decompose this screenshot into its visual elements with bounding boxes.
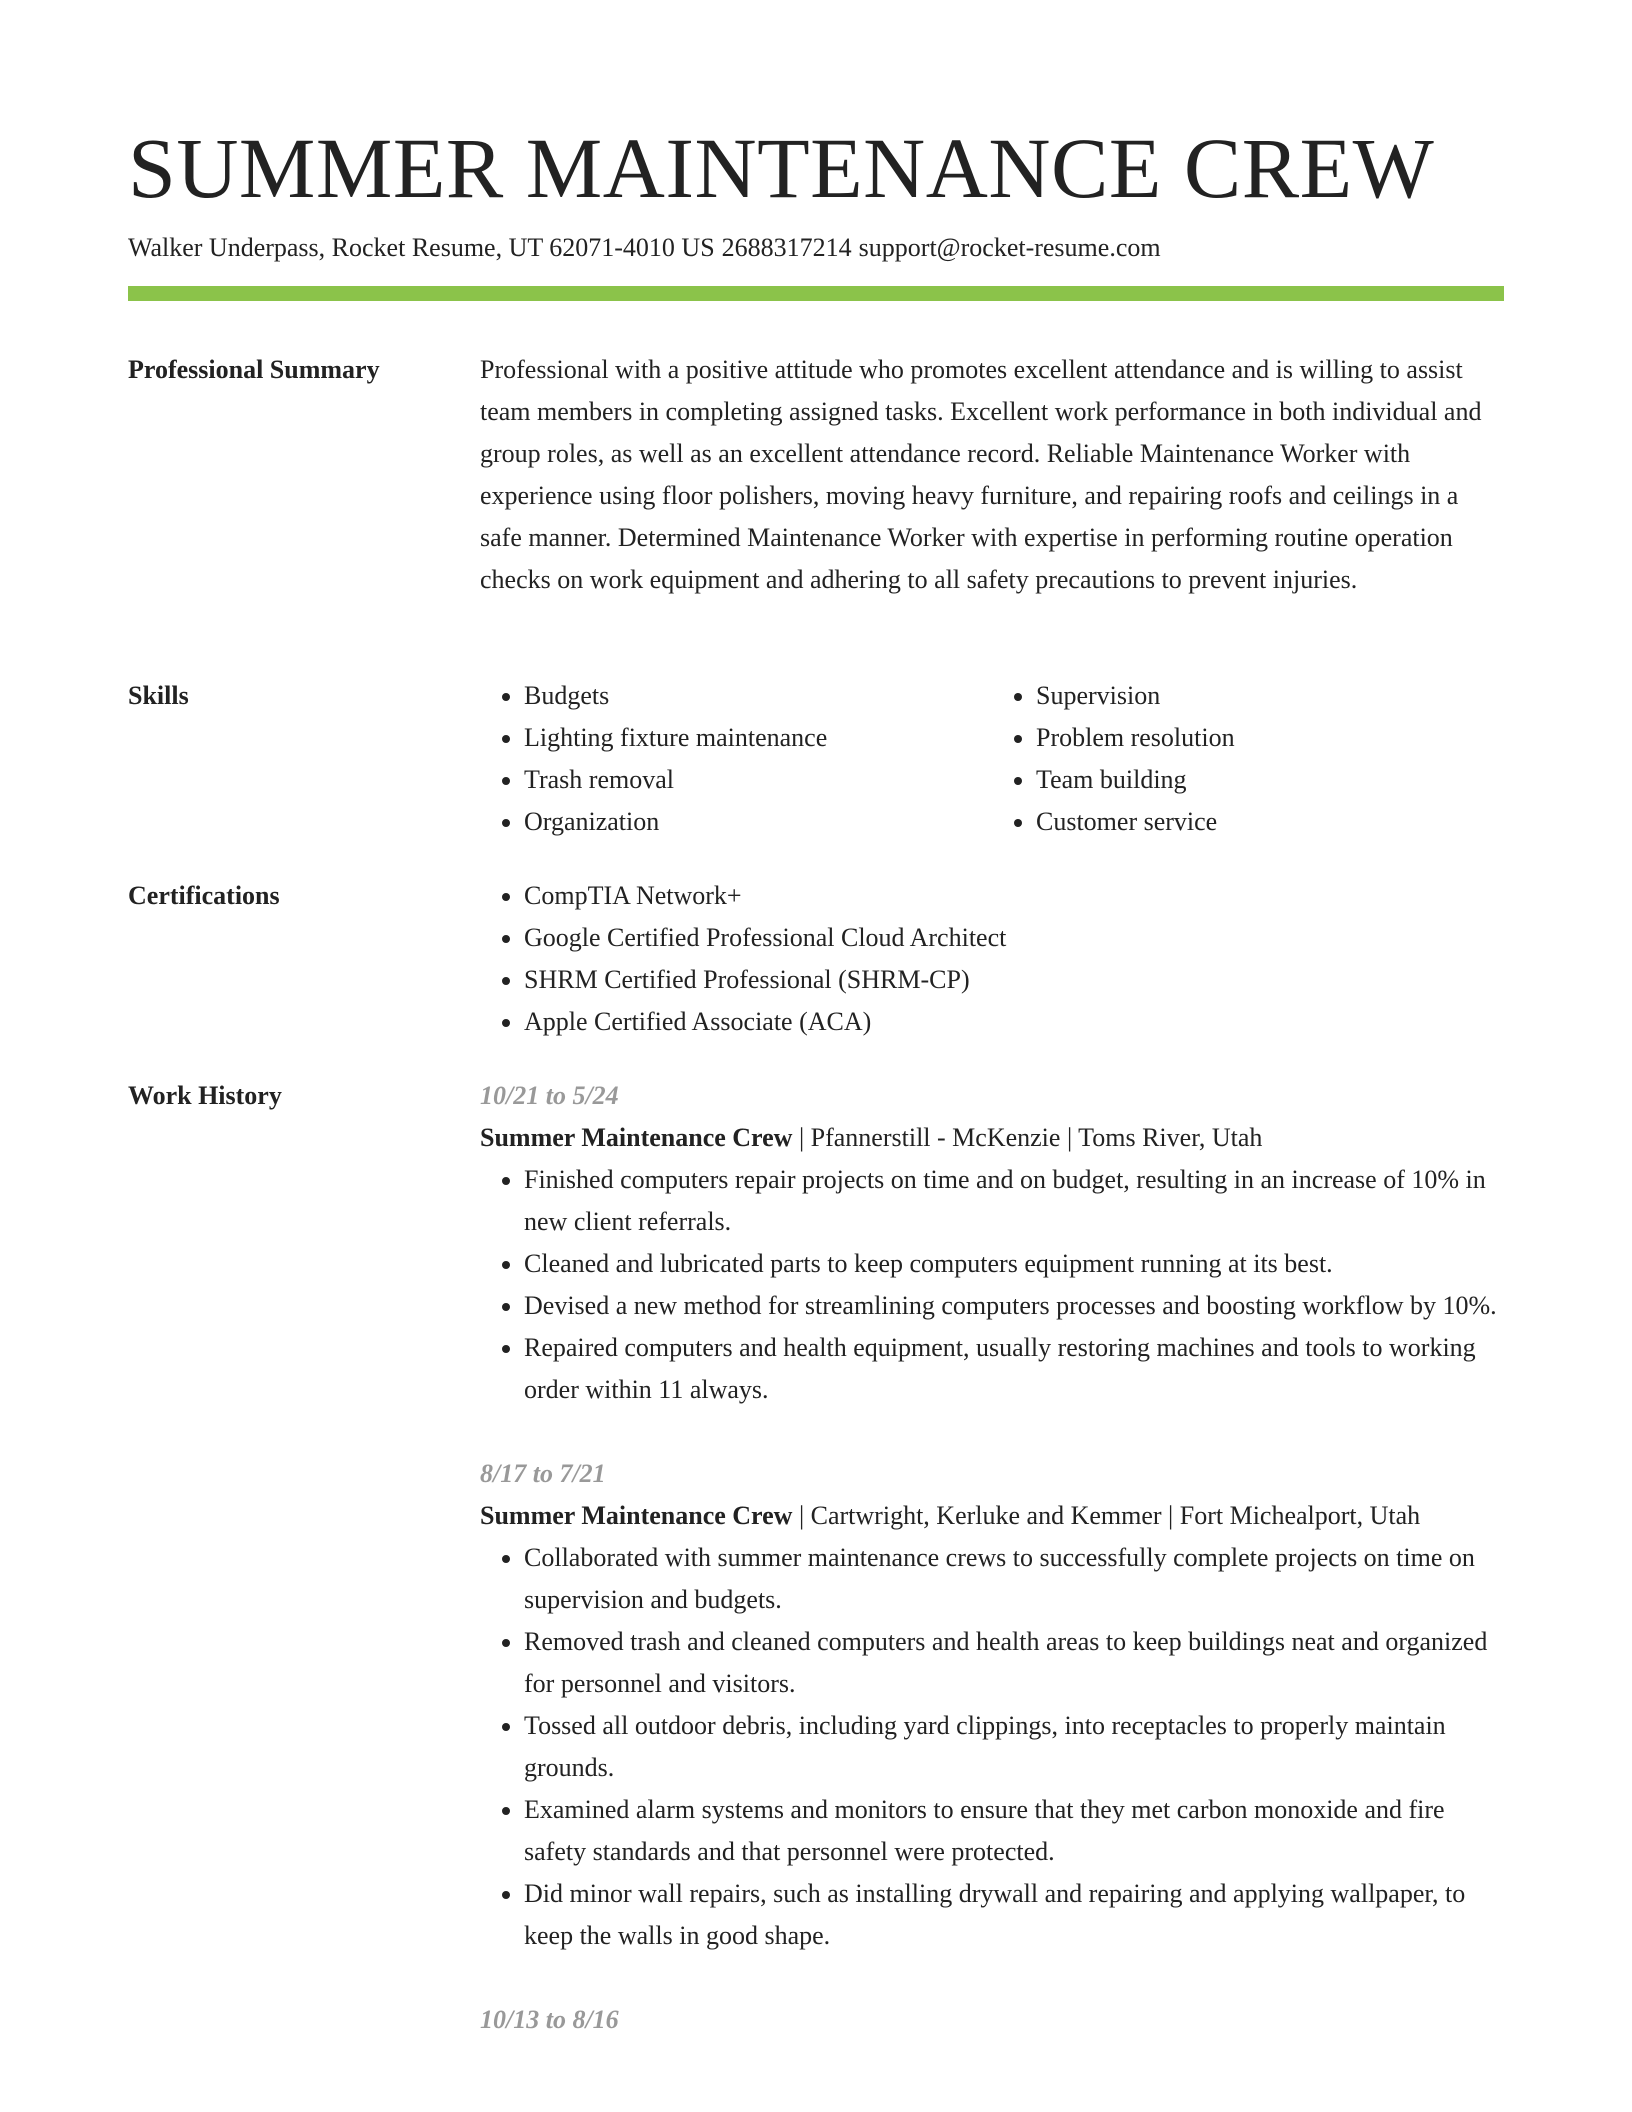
resume-name: SUMMER MAINTENANCE CREW: [128, 120, 1435, 216]
job-title: Summer Maintenance Crew: [480, 1123, 793, 1152]
summary-text: Professional with a positive attitude who promotes excellent attendance and is willing to assist team members in completing assigned tasks. Excellent work performance in both individual and group roles, as well as an excellent attendance record. Reliable Maintenance Worker with experience using floor polishers, moving heavy furniture, and repairing roofs and ceilings in a safe manner. Determined Maintenance Worker with expertise in performing routine operation checks on work equipment and adhering to all safety precautions to prevent injuries.: [480, 355, 1482, 594]
contact-phone: 2688317214: [721, 233, 852, 262]
job-bullet: • Removed trash and cleaned computers and health areas to keep buildings neat and organized for personnel and visitors.: [524, 1621, 1504, 1705]
job-bullet: • Devised a new method for streamlining computers processes and boosting workflow by 10%.: [524, 1285, 1504, 1327]
certification-item: • SHRM Certified Professional (SHRM-CP): [524, 959, 1504, 1001]
skills-heading: Skills: [128, 681, 189, 710]
skill-item: • Lighting fixture maintenance: [524, 717, 992, 759]
skill-item: • Team building: [1036, 759, 1504, 801]
contact-address: Walker Underpass, Rocket Resume, UT 62071-4010 US: [128, 233, 715, 262]
contact-line: [128, 230, 1161, 266]
skills-list-right: [992, 675, 1504, 843]
job-entry: [480, 1075, 1504, 1411]
job-entry: [480, 1453, 1504, 1957]
certification-item: • Apple Certified Associate (ACA): [524, 1001, 1504, 1043]
skill-item: • Budgets: [524, 675, 992, 717]
job-title: Summer Maintenance Crew: [480, 1501, 793, 1530]
skill-item: • Supervision: [1036, 675, 1504, 717]
job-bullet: • Finished computers repair projects on time and on budget, resulting in an increase of 10% in new client referrals.: [524, 1159, 1504, 1243]
certification-item: • Google Certified Professional Cloud Architect: [524, 917, 1504, 959]
work-history-body: [480, 1075, 1504, 2041]
job-bullets: [480, 1159, 1504, 1411]
job-bullet: • Tossed all outdoor debris, including yard clippings, into receptacles to properly maintain grounds.: [524, 1705, 1504, 1789]
certifications-list: [480, 875, 1504, 1043]
summary-body: [480, 349, 1504, 601]
summary-heading: Professional Summary: [128, 355, 380, 384]
job-bullet: • Cleaned and lubricated parts to keep computers equipment running at its best.: [524, 1243, 1504, 1285]
job-bullet: • Examined alarm systems and monitors to ensure that they met carbon monoxide and fire safety standards and that personnel were protected.: [524, 1789, 1504, 1873]
certification-item: • CompTIA Network+: [524, 875, 1504, 917]
contact-email: support@rocket-resume.com: [858, 233, 1161, 262]
job-bullet: • Repaired computers and health equipment, usually restoring machines and tools to working order within 11 always.: [524, 1327, 1504, 1411]
job-heading: [480, 1117, 1504, 1159]
job-heading: [480, 1495, 1504, 1537]
skill-item: • Problem resolution: [1036, 717, 1504, 759]
job-details: | Cartwright, Kerluke and Kemmer | Fort Michealport, Utah: [792, 1501, 1421, 1530]
skill-item: • Trash removal: [524, 759, 992, 801]
skill-item: • Customer service: [1036, 801, 1504, 843]
skill-item: • Organization: [524, 801, 992, 843]
header-divider: [128, 286, 1504, 301]
job-date: 8/17 to 7/21: [480, 1459, 606, 1488]
job-bullet: • Collaborated with summer maintenance crews to successfully complete projects on time on supervision and budgets.: [524, 1537, 1504, 1621]
skills-body: [480, 675, 1504, 843]
job-date: 10/13 to 8/16: [480, 2005, 619, 2034]
job-bullet: • Did minor wall repairs, such as installing drywall and repairing and applying wallpaper, to keep the walls in good shape.: [524, 1873, 1504, 1957]
job-entry: [480, 1999, 1504, 2041]
job-details: | Pfannerstill - McKenzie | Toms River, Utah: [792, 1123, 1263, 1152]
job-date: 10/21 to 5/24: [480, 1081, 619, 1110]
certifications-body: [480, 875, 1504, 1043]
work-history-heading: Work History: [128, 1081, 282, 1110]
skills-list-left: [480, 675, 992, 843]
job-bullets: [480, 1537, 1504, 1957]
certifications-heading: Certifications: [128, 881, 280, 910]
